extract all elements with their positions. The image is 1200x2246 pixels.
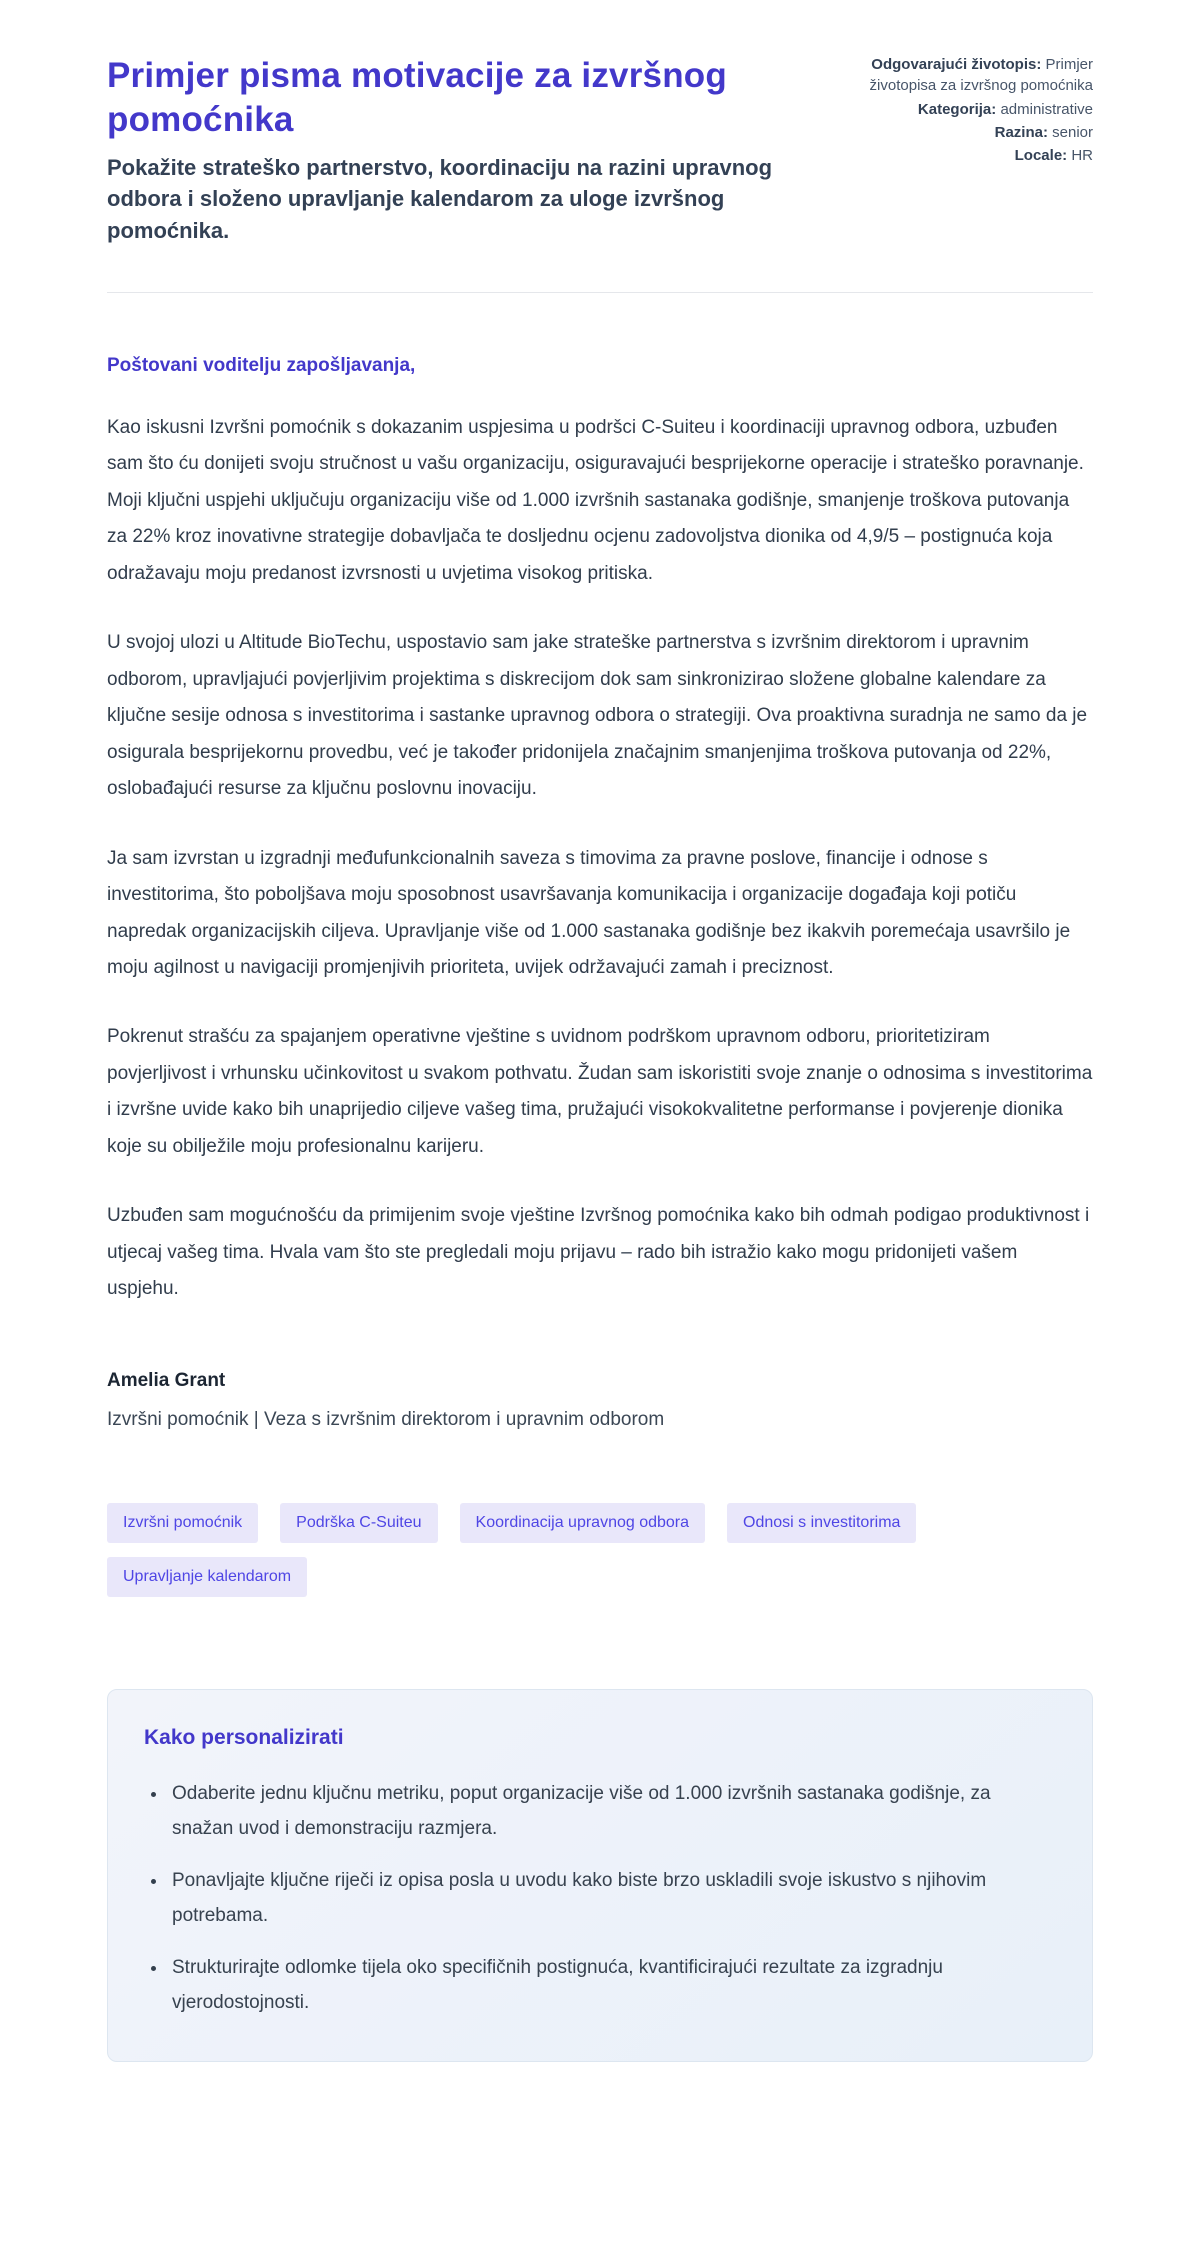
meta-category xyxy=(841,99,1093,120)
letter-paragraph: Kao iskusni Izvršni pomoćnik s dokazanim uspjesima u podršci C-Suiteu i koordinaciji upravnog odbora, uzbuđen sam što ću donijeti svoju stručnost u vašu organizaciju, osiguravajući besprijekorne operacije i strateško poravnanje. Moji ključni uspjehi uključuju organizaciju više od 1.000 izvršnih sastanaka godišnje, smanjenje troškova putovanja za 22% kroz inovativne strategije dobavljača te dosljednu ocjenu zadovoljstva dionika od 4,9/5 – postignuća koja odražavaju moju predanost izvrsnosti u uvjetima visokog pritiska. xyxy=(107,416,1084,584)
page-header xyxy=(107,54,1093,246)
signature-role: Izvršni pomoćnik | Veza s izvršnim direktorom i upravnim odborom xyxy=(107,1408,665,1430)
meta-label: Locale: xyxy=(1014,147,1068,165)
letter-paragraph: U svojoj ulozi u Altitude BioTechu, uspostavio sam jake strateške partnerstva s izvršnim direktorom i upravnim odborom, upravljajući povjerljivim projektima s diskrecijom dok sam sinkronizirao složene globalne kalendare za ključne sesije odnosa s investitorima i sastanke upravnog odbora o strategiji. Ova proaktivna suradnja ne samo da je osigurala besprijekornu provedbu, već je također pridonijela značajnim smanjenjima troškova putovanja od 22%, oslobađajući resurse za ključnu poslovnu inovaciju. xyxy=(107,632,1088,800)
tag-pill[interactable]: Izvršni pomoćnik xyxy=(107,1503,258,1543)
meta-label: Kategorija: xyxy=(917,100,997,118)
document-meta xyxy=(841,54,1093,168)
tag-pill[interactable]: Upravljanje kalendarom xyxy=(107,1557,307,1597)
page-subtitle: Pokažite strateško partnerstvo, koordinaciju na razini upravnog odbora i složeno upravljanje kalendarom za uloge izvršnog pomoćnika. xyxy=(107,155,773,243)
signature-block xyxy=(107,1370,1093,1431)
meta-value: senior xyxy=(1052,123,1093,141)
personalization-title: Kako personalizirati xyxy=(144,1725,344,1749)
meta-level xyxy=(841,122,1093,143)
meta-value: administrative xyxy=(1000,100,1093,118)
header-text-block xyxy=(107,54,787,246)
tip-item: • Odaberite jednu ključnu metriku, poput organizacije više od 1.000 izvršnih sastanaka godišnje, za snažan uvod i demonstraciju razmjera. xyxy=(168,1776,1056,1846)
tag-list xyxy=(107,1503,1093,1597)
personalization-box xyxy=(107,1689,1093,2062)
header-divider xyxy=(107,292,1093,293)
meta-locale xyxy=(841,145,1093,166)
meta-label: Razina: xyxy=(994,123,1048,141)
signature-name: Amelia Grant xyxy=(107,1369,226,1391)
meta-matching-resume xyxy=(841,54,1093,97)
page-container xyxy=(107,0,1093,2122)
letter-body xyxy=(107,355,1093,1431)
meta-value: HR xyxy=(1071,147,1093,165)
letter-paragraph: Pokrenut strašću za spajanjem operativne vještine s uvidnom podrškom upravnom odboru, prioritetiziram povjerljivost i vrhunsku učinkovitost u svakom pothvatu. Žudan sam iskoristiti svoje znanje o odnosima s investitorima i izvršne uvide kako bih unaprijedio ciljeve vašeg tima, pružajući visokokvalitetne performanse i povjerenje dionika koje su obilježile moju profesionalnu karijeru. xyxy=(107,1026,1093,1157)
meta-label: Odgovarajući životopis: xyxy=(871,56,1042,73)
tips-list xyxy=(144,1776,1056,2021)
letter-greeting: Poštovani voditelju zapošljavanja, xyxy=(107,354,416,376)
tag-pill[interactable]: Koordinacija upravnog odbora xyxy=(460,1503,705,1543)
letter-paragraph: Ja sam izvrstan u izgradnji međufunkcionalnih saveza s timovima za pravne poslove, financije i odnose s investitorima, što poboljšava moju sposobnost usavršavanja komunikacija i organizacije događaja koji potiču napredak organizacijskih ciljeva. Upravljanje više od 1.000 sastanaka godišnje bez ikakvih poremećaja usavršilo je moju agilnost u navigaciji promjenjivih prioriteta, uvijek održavajući zamah i preciznost. xyxy=(107,847,1071,978)
tip-item: • Ponavljajte ključne riječi iz opisa posla u uvodu kako biste brzo uskladili svoje iskustvo s njihovim potrebama. xyxy=(168,1863,1056,1933)
letter-paragraph: Uzbuđen sam mogućnošću da primijenim svoje vještine Izvršnog pomoćnika kako bih odmah podigao produktivnost i utjecaj vašeg tima. Hvala vam što ste pregledali moju prijavu – rado bih istražio kako mogu pridonijeti vašem uspjehu. xyxy=(107,1205,1090,1300)
tip-item: • Strukturirajte odlomke tijela oko specifičnih postignuća, kvantificirajući rezultate za izgradnju vjerodostojnosti. xyxy=(168,1950,1056,2020)
tag-pill[interactable]: Podrška C-Suiteu xyxy=(280,1503,437,1543)
meta-value: Primjer životopisa za izvršnog pomoćnika xyxy=(869,56,1093,95)
tag-pill[interactable]: Odnosi s investitorima xyxy=(727,1503,916,1543)
page-title: Primjer pisma motivacije za izvršnog pomoćnika xyxy=(107,56,727,140)
